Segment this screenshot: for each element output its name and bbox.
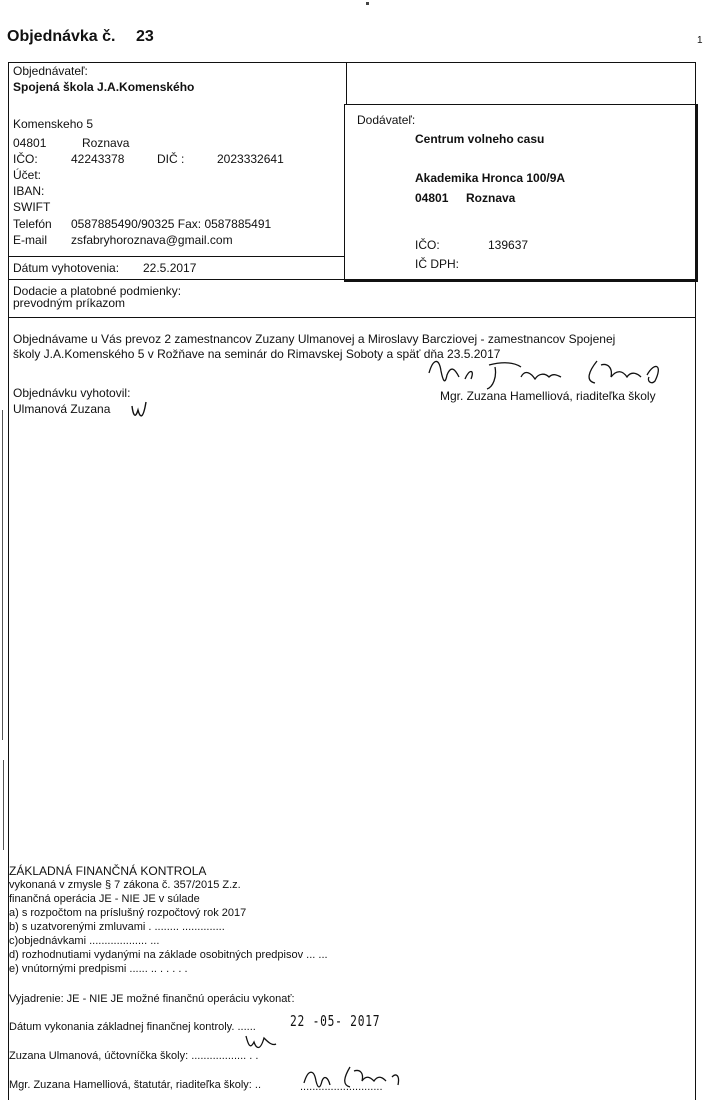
- orderer-dic-value: 2023332641: [217, 152, 284, 166]
- control-line-2: finančná operácia JE - NIE JE v súlade: [9, 893, 200, 905]
- director-name: Mgr. Zuzana Hamelliová, riaditeľka školy: [440, 389, 656, 403]
- body-row-top: [8, 317, 696, 318]
- top-vertical-divider: [346, 62, 347, 105]
- orderer-email-value: zsfabryhoroznava@gmail.com: [71, 233, 233, 247]
- preparer-initials-signature: [128, 398, 152, 422]
- top-mark: [366, 2, 369, 5]
- order-title: [7, 28, 154, 46]
- orderer-phone-value: 0587885490/90325 Fax: 0587885491: [71, 217, 272, 231]
- orderer-phone-label: Telefón: [13, 217, 52, 231]
- terms-value: prevodným príkazom: [13, 296, 126, 310]
- terms-label: Dodacie a platobné podmienky:: [13, 284, 182, 298]
- statutory-line: Mgr. Zuzana Hamelliová, štatutár, riaditeľka školy: ..: [9, 1079, 262, 1091]
- statutory-dots: ...........................: [300, 1081, 383, 1093]
- date-label: Dátum vyhotovenia:: [13, 261, 120, 275]
- supplier-street: Akademika Hronca 100/9A: [415, 171, 566, 185]
- orderer-label: Objednávateľ:: [13, 64, 88, 78]
- scan-artifact: [2, 410, 3, 740]
- control-line-1: vykonaná v zmysle § 7 zákona č. 357/2015 Z.z.: [9, 879, 241, 891]
- body-line-1: Objednávame u Vás prevoz 2 zamestnancov Zuzany Ulmanovej a Miroslavy Barcziovej - zamestnancov Spojenej: [13, 332, 616, 346]
- exec-date-label: Dátum vykonania základnej finančnej kontroly. ......: [9, 1021, 256, 1033]
- supplier-ico-value: 139637: [488, 238, 529, 252]
- order-title-label: Objednávka č.: [7, 28, 116, 45]
- orderer-zip: 04801: [13, 136, 47, 150]
- orderer-name: Spojená škola J.A.Komenského: [13, 80, 195, 94]
- supplier-ico-label: IČO:: [415, 238, 440, 252]
- supplier-name: Centrum volneho casu: [415, 132, 545, 146]
- orderer-iban-label: IBAN:: [13, 184, 45, 198]
- prepared-label: Objednávku vyhotovil:: [13, 386, 131, 400]
- supplier-icdph-label: IČ DPH:: [415, 257, 460, 271]
- orderer-ico-value: 42243378: [71, 152, 125, 166]
- prepared-name: Ulmanová Zuzana: [13, 402, 111, 416]
- supplier-city: Roznava: [466, 191, 516, 205]
- orderer-ico-label: IČO:: [13, 152, 38, 166]
- orderer-email-label: E-mail: [13, 233, 48, 247]
- terms-row-top: [8, 279, 696, 280]
- accountant-signature: [240, 1030, 280, 1056]
- orderer-dic-label: DIČ :: [157, 152, 185, 166]
- date-value: 22.5.2017: [143, 261, 197, 275]
- supplier-label: Dodávateľ:: [357, 113, 416, 127]
- control-line-7: e) vnútornými predpismi ...... .. . . . . .: [9, 963, 188, 975]
- statutory-signature: [300, 1063, 410, 1093]
- control-line-6: d) rozhodnutiami vydanými na základe osobitných predpisov ... ...: [9, 949, 328, 961]
- date-row-top: [8, 256, 345, 257]
- control-statement: Vyjadrenie: JE - NIE JE možné finančnú operáciu vykonať:: [9, 993, 295, 1005]
- order-number: 23: [135, 28, 154, 45]
- body-line-2: školy J.A.Komenského 5 v Rožňave na seminár do Rimavskej Soboty a späť dňa 23.5.2017: [13, 347, 501, 361]
- control-line-5: c)objednávkami ................... ...: [9, 935, 160, 947]
- orderer-street: Komenskeho 5: [13, 117, 94, 131]
- outer-frame-top: [8, 62, 696, 63]
- supplier-zip: 04801: [415, 191, 449, 205]
- orderer-swift-label: SWIFT: [13, 200, 51, 214]
- scan-artifact: [3, 760, 4, 850]
- control-heading: ZÁKLADNÁ FINANČNÁ KONTROLA: [9, 864, 207, 878]
- exec-date-stamp: 22 -05- 2017: [290, 1012, 381, 1030]
- control-line-4: b) s uzatvorenými zmluvami . ........ ..............: [9, 921, 225, 933]
- page-number: 1: [697, 35, 703, 46]
- control-line-3: a) s rozpočtom na príslušný rozpočtový rok 2017: [9, 907, 247, 919]
- supplier-box: [344, 104, 698, 282]
- accountant-line: Zuzana Ulmanová, účtovníčka školy: .................. . .: [9, 1050, 259, 1062]
- orderer-ucet-label: Účet:: [13, 168, 42, 182]
- orderer-city: Roznava: [82, 136, 130, 150]
